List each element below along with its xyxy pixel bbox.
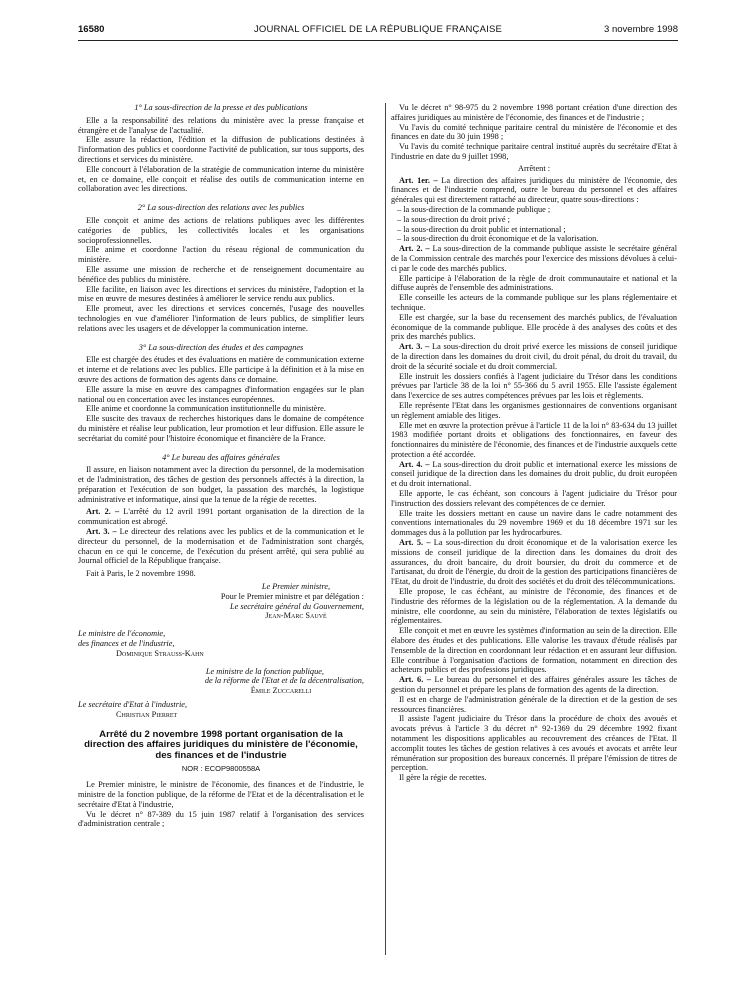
signatory-title: des finances et de l'industrie,	[78, 639, 175, 649]
paragraph: Elle propose, le cas échéant, au ministre de l'économie, des finances et de l'industrie des réformes de la législation ou de la réglementation. A la demande du ministre, elle coordonne, au sein du ministère, l'élaboration de textes législatifs ou réglementaires.	[391, 587, 677, 626]
journal-title: JOURNAL OFFICIEL DE LA RÉPUBLIQUE FRANÇAISE	[253, 24, 503, 35]
article-2	[78, 507, 364, 527]
paragraph: Il assure, en liaison notamment avec la direction du personnel, de la modernisation et de l'administration, des tâches de gestion des personnels affectés à la direction, la préparation et l'exécution de son budget, la passation des marchés, la logistique administrative et informatique, ainsi que la tenue de la régie de recettes.	[78, 465, 364, 504]
article-5	[391, 538, 677, 587]
signatory-title: Pour le Premier ministre et par délégation :	[220, 591, 364, 601]
article-text: La direction des affaires juridiques du ministère de l'économie, des finances et de l'industrie comprend, outre le bureau du personnel et des affaires générales qui est directement rattaché au directeur, quatre sous-directions :	[391, 175, 677, 205]
paragraph: Elle est chargée, sur la base du recensement des marchés publics, de l'évaluation économique de la commande publique. Elle procède à des analyses des coûts et des prix des marchés publics.	[391, 312, 677, 342]
paragraph: Le Premier ministre, le ministre de l'économie, des finances et de l'industrie, le ministre de la fonction publique, de la réforme de l'Etat et de la décentralisation et le secrétaire d'Etat à l'industrie,	[78, 780, 364, 809]
signatory-name: Émile Zuccarelli	[250, 686, 312, 696]
paragraph: Il assiste l'agent judiciaire du Trésor dans la procédure de choix des avoués et avocats prévus à l'article 3 du décret n° 92-1369 du 29 décembre 1992 fixant notamment les dispositions applicables au recouvrement des créances de l'Etat. Il accomplit toutes les tâches de gestion relatives à ces avoués et avocats et arrête leur rémunération sur proposition des bureaux concernés. Il prépare l'émission de titres de perception.	[391, 714, 677, 773]
paragraph: Elle suscite des travaux de recherches historiques dans le domaine de compétence du ministère et réalise leur publication, leur promotion et leur diffusion. Elle assure le secrétariat du comité pour l'histoire économique et financière de la France.	[78, 414, 364, 443]
signatory-title: de la réforme de l'Etat et de la décentralisation,	[204, 676, 364, 686]
signatory-name: Christian Pierret	[116, 709, 178, 719]
place-date: Fait à Paris, le 2 novembre 1998.	[86, 569, 196, 579]
article-3	[78, 527, 364, 566]
article-6	[391, 675, 677, 695]
paragraph: Elle facilite, en liaison avec les directions et services du ministère, l'adoption et la mise en œuvre de mesures destinées à améliorer le service rendu aux publics.	[78, 284, 364, 304]
article-label: Art. 4. –	[399, 459, 430, 469]
signatory-title: Le secrétaire d'Etat à l'industrie,	[78, 700, 188, 710]
article-label: Art. 2. –	[399, 244, 430, 254]
paragraph: Elle est chargée des études et des évaluations en matière de communication externe et interne et de relations avec les publics. Elle participe à la définition et à la mise en œuvre des actions de formation des agents dans ce domaine.	[78, 355, 364, 384]
signatory-title: Le ministre de l'économie,	[78, 629, 166, 639]
signatures	[78, 582, 364, 720]
paragraph: Vu le décret n° 87-389 du 15 juin 1987 relatif à l'organisation des services d'administration centrale ;	[78, 809, 364, 829]
paragraph: Vu le décret n° 98-975 du 2 novembre 1998 portant création d'une direction des affaires juridiques au ministère de l'économie, des finances et de l'industrie ;	[391, 103, 677, 122]
page-header	[78, 24, 678, 38]
article-1	[391, 176, 677, 205]
article-text: L'arrêté du 12 avril 1991 portant organisation de la direction de la communication est abrogé.	[78, 507, 364, 527]
article-text: Le bureau du personnel et des affaires générales assure les tâches de gestion du personnel et prépare les plans de formation des agents de la direction.	[391, 675, 678, 695]
paragraph: Elle anime et coordonne la communication institutionnelle du ministère.	[86, 404, 326, 414]
paragraph: Elle conçoit et anime des actions de relations publiques avec les différentes catégories de publics, les collectivités locales et les organisations socioprofessionnelles.	[78, 215, 364, 245]
paragraph: Elle conseille les acteurs de la commande publique sur les plans réglementaire et technique.	[391, 293, 677, 312]
article-text: La sous-direction du droit économique et de la valorisation exerce les missions de conseil juridique de la direction dans les domaines du droit des assurances, du droit bancaire, du droit boursier, du droit du commerce et de l'artisanat, du droit de l'énergie, du droit de la gestion des participations financières de l'Etat, du droit de l'industrie, du droit des sociétés et du droit des télécommunications.	[391, 538, 677, 587]
signatory-name: Dominique Strauss-Kahn	[116, 648, 204, 658]
article-label: Art. 3. –	[399, 342, 430, 352]
list-item: – la sous-direction de la commande publique ;	[397, 204, 551, 214]
paragraph: Elle anime et coordonne l'action du réseau régional de communication du ministère.	[78, 245, 364, 265]
paragraph: Elle instruit les dossiers confiés à l'agent judiciaire du Trésor dans les conditions prévues par l'article 38 de la loi n° 55-366 du 5 avril 1955. Elle l'assiste également dans l'exercice de ses autres compétences prévues par les lois et règlements.	[391, 371, 677, 401]
column-divider	[385, 103, 386, 955]
section-title: 2° La sous-direction des relations avec les publics	[137, 203, 305, 213]
paragraph: Elle participe à l'élaboration de la règle de droit communautaire et national et la diffuse auprès de l'ensemble des administrations.	[391, 273, 677, 293]
article-4	[391, 460, 677, 489]
paragraph: Il gère la régie de recettes.	[399, 773, 487, 783]
list-item: – la sous-direction du droit public et international ;	[397, 224, 566, 234]
article-3	[391, 342, 677, 371]
paragraph: Elle promeut, avec les directions et services concernés, l'usage des nouvelles technologies en vue d'améliorer l'information de leurs publics, de simplifier leurs relations avec les usagers et de développer la communication interne.	[78, 304, 364, 333]
signatory-title: Le ministre de la fonction publique,	[205, 666, 324, 676]
right-column	[391, 103, 677, 783]
article-label: Art. 2. –	[86, 507, 120, 517]
list-item: – la sous-direction du droit économique et de la valorisation.	[397, 234, 599, 244]
paragraph: Elle conçoit et met en œuvre les systèmes d'information au sein de la direction. Elle élabore des études et des publications. Elle valorise les travaux d'étude réalisés par l'ensemble de la direction en coordonnant leur rédaction et en assurant leur diffusion. Elle contribue à l'organisation d'actions de formation, notamment en direction des acheteurs publics et des professions juridiques.	[391, 626, 677, 675]
signatory-name: Jean-Marc Sauvé	[265, 611, 327, 621]
article-text: Le directeur des relations avec les publics et de la communication et le directeur du personnel, de la modernisation et de l'administration sont chargés, chacun en ce qui le concerne, de l'exécution du présent arrêté, qui sera publié au Journal officiel de la République française.	[78, 527, 364, 566]
paragraph: Elle assume une mission de recherche et de renseignement documentaire au bénéfice des publics du ministère.	[78, 264, 364, 284]
section-title: 1° La sous-direction de la presse et des publications	[134, 103, 308, 112]
decree-title: Arrêté du 2 novembre 1998 portant organisation de la direction des affaires juridiques du ministère de l'économie, des finances et de l'industrie	[84, 728, 358, 761]
nor-reference: NOR : ECOP9800558A	[181, 764, 261, 774]
article-label: Art. 5. –	[399, 538, 431, 548]
article-text: La sous-direction de la commande publique assiste le secrétaire général de la Commission centrale des marchés pour l'exercice des missions dévolues à celui-ci par le code des marchés publics.	[391, 244, 677, 273]
list-item: – la sous-direction du droit privé ;	[397, 214, 510, 224]
paragraph: Vu l'avis du comité technique paritaire central institué auprès du secrétaire d'Etat à l'industrie en date du 9 juillet 1998,	[391, 142, 677, 161]
paragraph: Elle assure la rédaction, l'édition et la diffusion de publications destinées à l'information des publics et coordonne l'activité de publication, sur tous supports, des directions et services du ministère.	[78, 135, 364, 164]
page-number: 16580	[78, 24, 105, 35]
issue-date: 3 novembre 1998	[604, 24, 678, 35]
article-label: Art. 3. –	[86, 527, 117, 537]
article-label: Art. 1er. –	[399, 175, 438, 185]
article-2	[391, 244, 677, 273]
paragraph: Elle apporte, le cas échéant, son concours à l'agent judiciaire du Trésor pour l'instruction des dossiers relevant des compétences de ce dernier.	[391, 489, 677, 508]
paragraph: Elle met en œuvre la protection prévue à l'article 11 de la loi n° 83-634 du 13 juillet 1983 modifiée portant droits et obligations des fonctionnaires, en faveur des fonctionnaires du ministère de l'économie, des finances et de l'industrie auxquels cette protection a été accordée.	[391, 420, 677, 459]
article-label: Art. 6. –	[399, 675, 431, 685]
paragraph: Elle représente l'Etat dans les organismes gestionnaires de conventions organisant un règlement amiable des litiges.	[391, 400, 677, 420]
signatory-title: Le secrétaire général du Gouvernement,	[229, 601, 364, 611]
header-rule	[78, 40, 678, 41]
paragraph: Il est en charge de l'administration générale de la direction et de la gestion de ses ressources financières.	[391, 694, 677, 714]
arretent-heading: Arrêtent :	[517, 163, 551, 173]
left-column	[78, 103, 364, 829]
article-text: La sous-direction du droit privé exerce les missions de conseil juridique de la direction dans les domaines du droit civil, du droit pénal, du droit du travail, du droit de la sécurité sociale et du droit commercial.	[391, 342, 678, 371]
signatory-title: Le Premier ministre,	[261, 582, 331, 592]
paragraph: Elle traite les dossiers mettant en cause un navire dans le cadre notamment des conventions internationales du 29 novembre 1969 et du 18 décembre 1971 sur les dommages dus à la pollution par les hydrocarbures.	[391, 508, 677, 538]
section-title: 4° Le bureau des affaires générales	[162, 452, 280, 462]
paragraph: Vu l'avis du comité technique paritaire central du ministère de l'économie et des finances en date du 30 juin 1998 ;	[391, 122, 677, 142]
paragraph: Elle a la responsabilité des relations du ministère avec la presse française et étrangère et de l'analyse de l'actualité.	[78, 115, 364, 135]
paragraph: Elle assure la mise en œuvre des campagnes d'information engagées sur le plan national ou en concertation avec les instances européennes.	[78, 384, 364, 404]
article-text: La sous-direction du droit public et international exerce les missions de conseil juridique de la direction dans les domaines du droit public, du droit européen et du droit international.	[391, 459, 677, 489]
section-title: 3° La sous-direction des études et des campagnes	[138, 342, 304, 352]
paragraph: Elle concourt à l'élaboration de la stratégie de communication interne du ministère et, en ce domaine, elle conçoit et réalise des outils de communication interne en collaboration avec les directions.	[78, 164, 364, 194]
